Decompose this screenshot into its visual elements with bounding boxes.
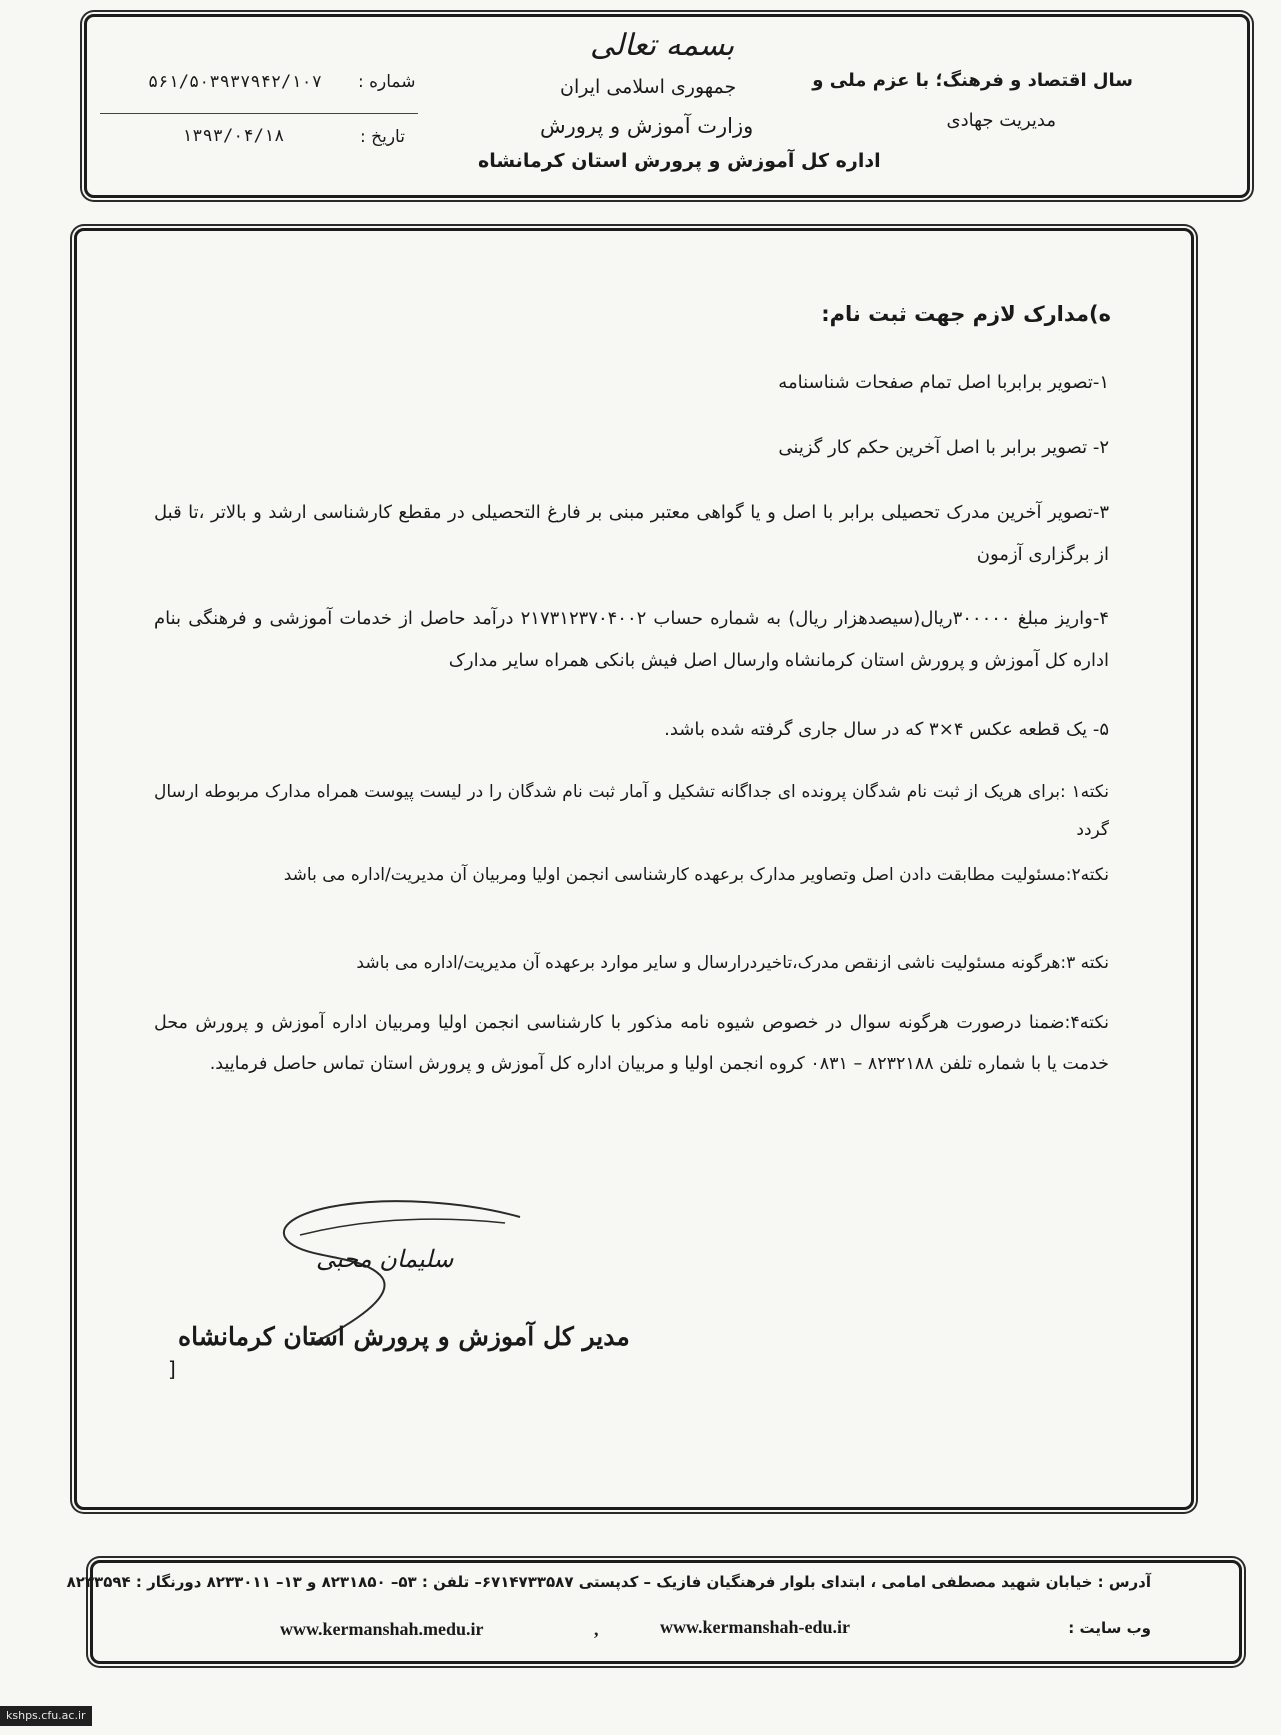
note-4: نکته۴:ضمنا درصورت هرگونه سوال در خصوص شیوه نامه مذکور با کارشناسی انجمن اولیا ومربیان اداره آموزش و پرورش محل خدمت یا با شماره تلفن ۸۲۳۲۱۸۸ – ۰۸۳۱ کروه انجمن اولیا و مربیان اداره کل آموزش و پرورش استان تماس حاصل فرمایید. <box>154 1013 1109 1074</box>
section-title: ه)مدارک لازم جهت ثبت نام: <box>821 302 1111 326</box>
basmala: بسمه تعالی <box>590 28 735 63</box>
year-slogan-line2: مدیریت جهادی <box>946 110 1056 131</box>
requirement-item-5: ۵- یک قطعه عکس ۴×۳ که در سال جاری گرفته شده باشد. <box>664 719 1109 740</box>
website-label: وب سایت : <box>1068 1619 1151 1637</box>
letter-date: ۱۳۹۳/۰۴/۱۸ <box>182 126 285 146</box>
date-label: تاریخ : <box>360 127 405 147</box>
website-url-2[interactable]: www.kermanshah-edu.ir <box>660 1617 851 1637</box>
number-label: شماره : <box>358 72 416 92</box>
note-2: نکته۲:مسئولیت مطابقت دادن اصل وتصاویر مدارک برعهده کارشناسی انجمن اولیا ومربیان آن مدیریت/اداره می باشد <box>283 865 1109 885</box>
bracket-mark: ] <box>168 1357 176 1381</box>
url-separator: , <box>594 1619 599 1639</box>
requirement-item-2: ۲- تصویر برابر با اصل آخرین حکم کار گزینی <box>778 437 1109 458</box>
office-name: اداره کل آموزش و پرورش استان کرمانشاه <box>478 150 881 172</box>
note-1: نکته۱ :برای هریک از ثبت نام شدگان پرونده ای جداگانه تشکیل و آمار ثبت نام شدگان را در لیست پیوست همراه مدارک مربوطه ارسال گردد <box>154 782 1109 840</box>
letter-number: ۵۶۱/۵۰۳۹۳۷۹۴۲/۱۰۷ <box>148 72 322 92</box>
note-3: نکته ۳:هرگونه مسئولیت ناشی ازنقص مدرک،تاخیردرارسال و سایر موارد برعهده آن مدیریت/اداره می باشد <box>356 953 1109 973</box>
republic-name: جمهوری اسلامی ایران <box>560 76 737 98</box>
signatory-name: سلیمان محبی <box>316 1245 454 1273</box>
footer-address: آدرس : خیابان شهید مصطفی امامی ، ابتدای بلوار فرهنگیان فازیک – کدپستی ۶۷۱۴۷۳۳۵۸۷– تلفن : ۵۳– ۸۲۳۱۸۵۰ و ۱۳– ۸۲۳۳۰۱۱ دورنگار : ۸۲۳۳۵۹۴ <box>66 1573 1151 1591</box>
requirement-item-1: ۱-تصویر برابربا اصل تمام صفحات شناسنامه <box>778 372 1109 393</box>
header-divider <box>100 113 418 114</box>
requirement-item-3: ۳-تصویر آخرین مدرک تحصیلی برابر با اصل و یا گواهی معتبر مبنی بر فارغ التحصیلی در مقطع کارشناسی ارشد و بالاتر ،تا قبل از برگزاری آزمون <box>154 502 1109 565</box>
requirement-item-4: ۴-واریز مبلغ ۳۰۰۰۰۰ریال(سیصدهزار ریال) به شماره حساب ۲۱۷۳۱۲۳۷۰۴۰۰۲ درآمد حاصل از خدمات آموزشی و فرهنگی بنام اداره کل آموزش و پرورش استان کرمانشاه وارسال اصل فیش بانکی همراه سایر مدارک <box>154 608 1109 671</box>
website-url-1[interactable]: www.kermanshah.medu.ir <box>280 1619 484 1639</box>
signatory-title: مدیر کل آموزش و پرورش استان کرمانشاه <box>178 1322 630 1351</box>
ministry-name: وزارت آموزش و پرورش <box>540 114 754 138</box>
year-slogan-line1: سال اقتصاد و فرهنگ؛ با عزم ملی و <box>812 70 1133 91</box>
site-watermark: kshps.cfu.ac.ir <box>0 1706 92 1726</box>
